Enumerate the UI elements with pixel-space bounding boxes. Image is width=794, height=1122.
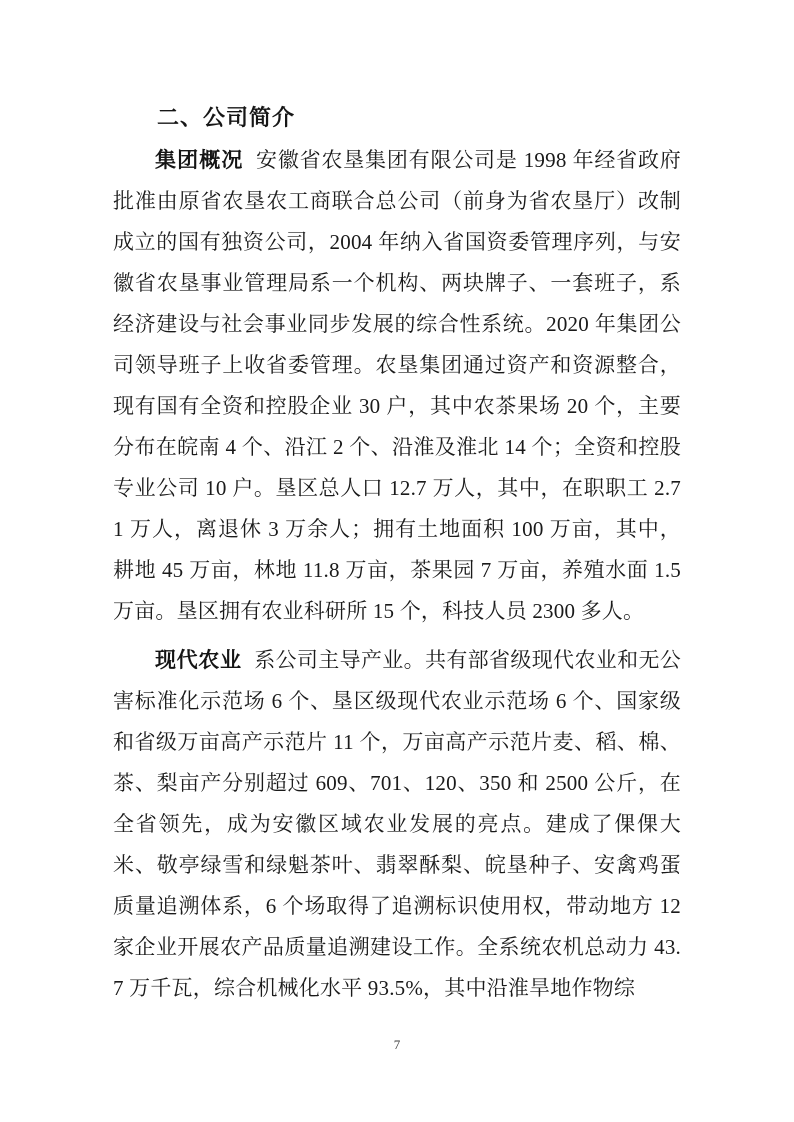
page-number: 7 [393,1037,401,1052]
paragraph-group-overview [113,140,681,632]
paragraph-lead-group-overview: 集团概况 [155,149,244,172]
paragraph-text-group-overview: 安徽省农垦集团有限公司是 1998 年经省政府批准由原省农垦农工商联合总公司（前身为省农垦厅）改制成立的国有独资公司，2004 年纳入省国资委管理序列，与安徽省农垦事业管理局系一个机构、两块牌子、一套班子，系经济建设与社会事业同步发展的综合性系统。2020 年集团公司领导班子上收省委管理。农垦集团通过资产和资源整合，现有国有全资和控股企业 30 户，其中农茶果场 20 个，主要分布在皖南 4 个、沿江 2 个、沿淮及淮北 14 个；全资和控股专业公司 10 户。垦区总人口 12.7 万人，其中，在职职工 2.71 万人，离退休 3 万余人；拥有土地面积 100 万亩，其中，耕地 45 万亩，林地 11.8 万亩，茶果园 7 万亩，养殖水面 1.5 万亩。垦区拥有农业科研所 15 个，科技人员 2300 多人。 [113,148,681,623]
paragraph-lead-modern-agriculture: 现代农业 [155,649,242,672]
section-heading: 二、公司简介 [157,105,296,130]
paragraph-text-modern-agriculture: 系公司主导产业。共有部省级现代农业和无公害标准化示范场 6 个、垦区级现代农业示范场 6 个、国家级和省级万亩高产示范片 11 个，万亩高产示范片麦、稻、棉、茶、梨亩产分别超过 609、701、120、350 和 2500 公斤，在全省领先，成为安徽区域农业发展的亮点。建成了倮倮大米、敬亭绿雪和绿魁茶叶、翡翠酥梨、皖垦种子、安禽鸡蛋质量追溯体系，6 个场取得了追溯标识使用权，带动地方 12 家企业开展农产品质量追溯建设工作。全系统农机总动力 43.7 万千瓦，综合机械化水平 93.5%，其中沿淮旱地作物综 [113,648,681,1000]
paragraph-modern-agriculture [113,640,681,1009]
